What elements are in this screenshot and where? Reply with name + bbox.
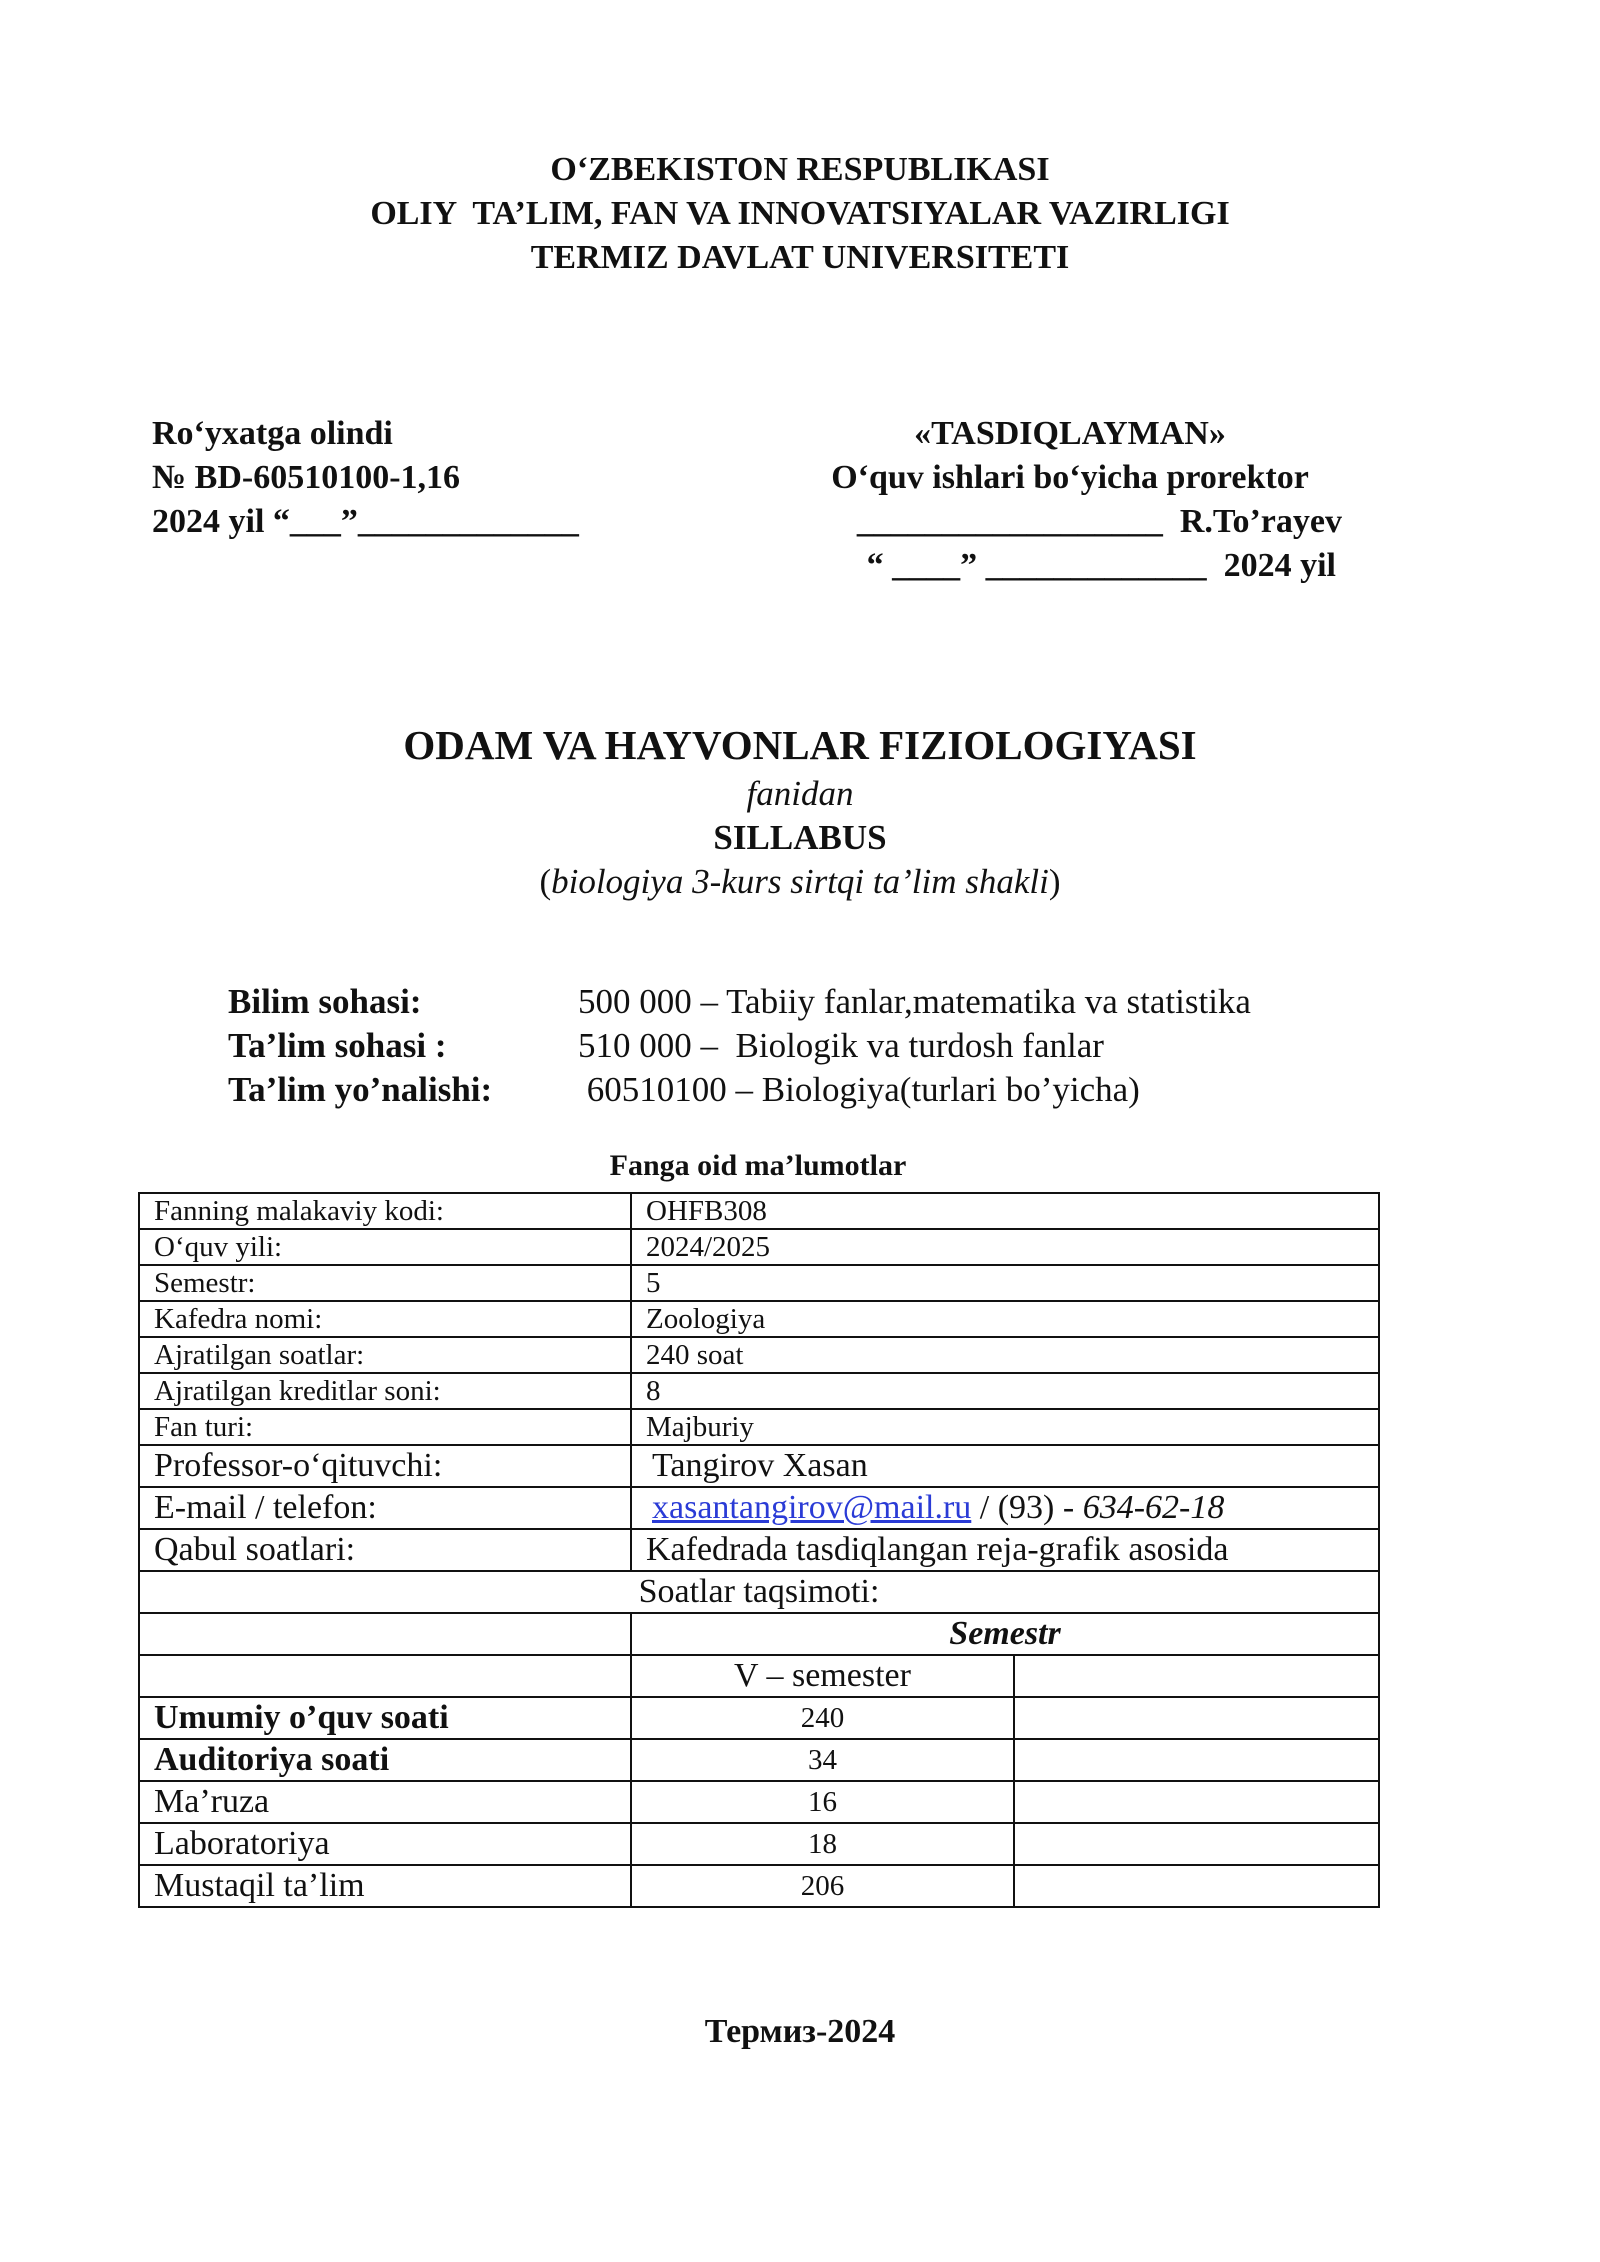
hours-label: Umumiy o’quv soati [139,1697,631,1739]
empty-cell [1014,1739,1379,1781]
row-label: Fanning malakaviy kodi: [139,1193,631,1229]
distribution-title-row [139,1571,1379,1613]
row-value: OHFB308 [631,1193,1379,1229]
row-label: Ajratilgan kreditlar soni: [139,1373,631,1409]
info-key: Bilim sohasi: [228,982,422,1021]
footer-city-year: Термиз-2024 [704,2013,896,2050]
header-university: TERMIZ DAVLAT UNIVERSITETI [530,239,1070,276]
header-republic: O‘ZBEKISTON RESPUBLIKASI [550,151,1050,188]
study-form-text: biologiya 3-kurs sirtqi ta’lim shakli [551,862,1049,901]
teacher-label: Professor-o‘qituvchi: [139,1445,631,1487]
contact-value [631,1487,1379,1529]
info-value: 60510100 – Biologiya(turlari bo’yicha) [578,1070,1140,1109]
row-label: Semestr: [139,1265,631,1301]
teacher-row [139,1445,1379,1487]
row-value: Zoologiya [631,1301,1379,1337]
study-form-open: ( [539,862,552,901]
table-row [139,1301,1379,1337]
approval-title: «TASDIQLAYMAN» [914,415,1226,452]
table-row [139,1337,1379,1373]
study-form-close: ) [1048,862,1061,901]
info-value: 510 000 – Biologik va turdosh fanlar [578,1026,1104,1065]
hours-row [139,1823,1379,1865]
row-label: Kafedra nomi: [139,1301,631,1337]
info-value: 500 000 – Tabiiy fanlar,matematika va statistika [578,982,1251,1021]
table-row [139,1373,1379,1409]
reception-row [139,1529,1379,1571]
contact-label: E-mail / telefon: [139,1487,631,1529]
hours-value: 34 [631,1739,1014,1781]
empty-cell [1014,1865,1379,1907]
row-label: O‘quv yili: [139,1229,631,1265]
registration-date: 2024 yil “___”_____________ [152,503,579,540]
contact-row [139,1487,1379,1529]
course-subtitle: fanidan [746,774,854,813]
hours-label: Auditoriya soati [139,1739,631,1781]
info-row [228,1024,1251,1068]
semester-header: Semestr [631,1613,1379,1655]
table-row [139,1229,1379,1265]
empty-cell [1014,1781,1379,1823]
info-key: Ta’lim yo’nalishi: [228,1070,493,1109]
hours-label: Mustaqil ta’lim [139,1865,631,1907]
row-value: 8 [631,1373,1379,1409]
row-value: 2024/2025 [631,1229,1379,1265]
table-row [139,1265,1379,1301]
registration-block [152,412,579,544]
study-form [0,860,1600,904]
info-row [228,1068,1251,1112]
phone-prefix: / (93) - [971,1489,1083,1526]
empty-cell [1014,1697,1379,1739]
document-type: SILLABUS [713,818,887,857]
teacher-name: Tangirov Xasan [631,1445,1379,1487]
hours-row [139,1781,1379,1823]
distribution-title: Soatlar taqsimoti: [139,1571,1379,1613]
approval-signature: __________________ R.To’rayev [856,503,1342,540]
hours-row [139,1865,1379,1907]
empty-cell [1014,1655,1379,1697]
registration-title: Ro‘yxatga olindi [152,415,393,452]
hours-row [139,1697,1379,1739]
table-row [139,1193,1379,1229]
row-value: 240 soat [631,1337,1379,1373]
document-title-block [0,718,1600,904]
hours-value: 18 [631,1823,1014,1865]
course-info-table [138,1192,1380,1908]
hours-value: 240 [631,1697,1014,1739]
ministry-header [0,148,1600,280]
row-value: 5 [631,1265,1379,1301]
approval-block [790,412,1350,588]
hours-label: Laboratoriya [139,1823,631,1865]
header-ministry: OLIY TA’LIM, FAN VA INNOVATSIYALAR VAZIRLIGI [370,195,1230,232]
row-value: Majburiy [631,1409,1379,1445]
approval-role: O‘quv ishlari bo‘yicha prorektor [831,459,1309,496]
semester-header-row [139,1613,1379,1655]
info-row [228,980,1251,1024]
empty-cell [139,1613,631,1655]
empty-cell [1014,1823,1379,1865]
table-caption: Fanga oid ma’lumotlar [609,1149,907,1182]
hours-row [139,1739,1379,1781]
hours-value: 206 [631,1865,1014,1907]
reception-label: Qabul soatlari: [139,1529,631,1571]
registration-number: № BD-60510100-1,16 [152,459,461,496]
phone-number: 634-62-18 [1082,1489,1225,1526]
semester-col-row [139,1655,1379,1697]
course-title: ODAM VA HAYVONLAR FIZIOLOGIYASI [403,722,1197,768]
semester-col: V – semester [631,1655,1014,1697]
hours-label: Ma’ruza [139,1781,631,1823]
empty-cell [139,1655,631,1697]
row-label: Ajratilgan soatlar: [139,1337,631,1373]
info-key: Ta’lim sohasi : [228,1026,447,1065]
approval-date: “ ____” _____________ 2024 yil [866,547,1336,584]
row-label: Fan turi: [139,1409,631,1445]
table-row [139,1409,1379,1445]
hours-value: 16 [631,1781,1014,1823]
field-info [228,980,1251,1112]
reception-value: Kafedrada tasdiqlangan reja-grafik asosida [631,1529,1379,1571]
email-link[interactable]: xasantangirov@mail.ru [652,1489,972,1526]
